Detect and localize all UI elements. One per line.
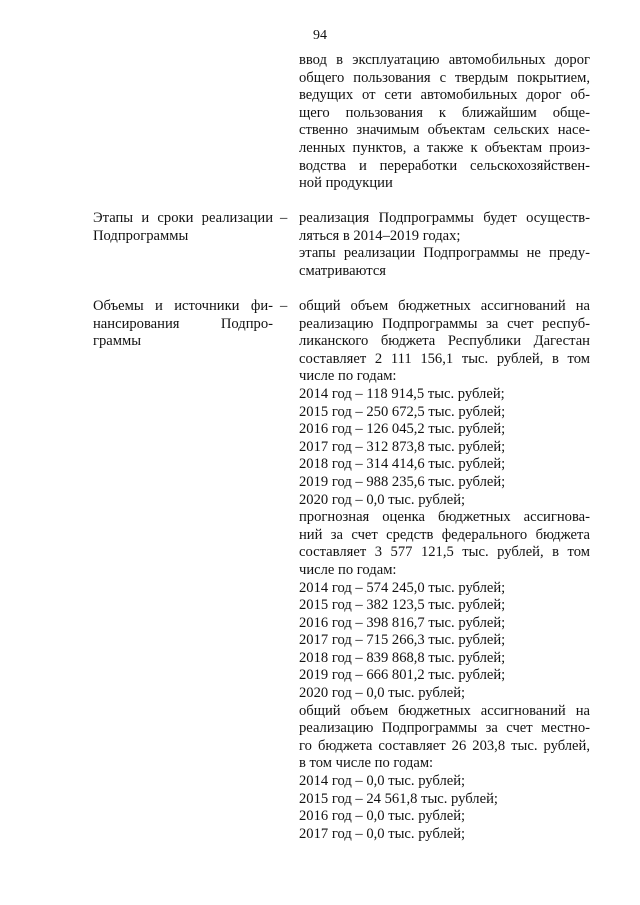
text-line: общего пользования с твердым покрытием, — [299, 69, 590, 86]
text-line: го бюджета составляет 26 203,8 тыс. рублей, — [299, 737, 590, 754]
text-line: ведущих от сети автомобильных дорог об- — [299, 87, 590, 104]
stages-text — [299, 210, 590, 280]
text-line: ной продукции — [299, 175, 393, 192]
text-line: водства и переработки сельскохозяйствен- — [299, 157, 590, 174]
text-line: 2015 год – 24 561,8 тыс. рублей; — [299, 790, 498, 807]
text-line: ственно значимым объектам сельских насе- — [299, 122, 590, 139]
text-line: общий объем бюджетных ассигнований на — [299, 702, 590, 719]
funding-label — [93, 298, 273, 351]
label-line: Этапы и сроки реализации — [93, 210, 273, 226]
stages-dash: – — [280, 210, 288, 226]
text-line: реализацию Подпрограммы за счет респуб- — [299, 315, 590, 332]
text-line: в том числе по годам: — [299, 755, 434, 772]
label-line: нансирования Подпро- — [93, 315, 273, 332]
text-line: 2017 год – 312 873,8 тыс. рублей; — [299, 438, 506, 455]
label-line: граммы — [93, 333, 142, 350]
text-line: 2016 год – 398 816,7 тыс. рублей; — [299, 614, 506, 631]
text-line: 2018 год – 314 414,6 тыс. рублей; — [299, 456, 506, 473]
text-line: числе по годам: — [299, 368, 397, 385]
text-line: ввод в эксплуатацию автомобильных дорог — [299, 52, 590, 68]
text-line: составляет 3 577 121,5 тыс. рублей, в том — [299, 544, 590, 561]
intro-paragraph — [299, 52, 590, 193]
text-line: сматриваются — [299, 262, 387, 279]
text-line: 2019 год – 666 801,2 тыс. рублей; — [299, 667, 506, 684]
stages-label — [93, 210, 273, 245]
text-line: ленных пунктов, а также к объектам произ- — [299, 139, 590, 156]
text-line: 2020 год – 0,0 тыс. рублей; — [299, 685, 466, 702]
text-line: 2016 год – 126 045,2 тыс. рублей; — [299, 421, 506, 438]
text-line: реализация Подпрограммы будет осуществ- — [299, 210, 590, 226]
text-line: ляться в 2014–2019 годах; — [299, 227, 461, 244]
text-line: ликанского бюджета Республики Дагестан — [299, 333, 590, 350]
text-line: 2015 год – 250 672,5 тыс. рублей; — [299, 403, 506, 420]
text-line: 2014 год – 0,0 тыс. рублей; — [299, 773, 466, 790]
page-number: 94 — [313, 28, 327, 43]
text-line: 2020 год – 0,0 тыс. рублей; — [299, 491, 466, 508]
text-line: 2015 год – 382 123,5 тыс. рублей; — [299, 597, 506, 614]
text-line: 2018 год – 839 868,8 тыс. рублей; — [299, 649, 506, 666]
funding-dash: – — [280, 298, 288, 314]
text-line: 2019 год – 988 235,6 тыс. рублей; — [299, 473, 506, 490]
text-line: составляет 2 111 156,1 тыс. рублей, в том — [299, 350, 590, 367]
text-line: прогнозная оценка бюджетных ассигнова- — [299, 509, 590, 526]
label-line: Подпрограммы — [93, 227, 189, 244]
funding-text — [299, 298, 590, 843]
text-line: этапы реализации Подпрограммы не преду- — [299, 245, 590, 262]
text-line: 2017 год – 0,0 тыс. рублей; — [299, 825, 466, 842]
text-line: 2017 год – 715 266,3 тыс. рублей; — [299, 632, 506, 649]
text-line: общий объем бюджетных ассигнований на — [299, 298, 590, 314]
text-line: щего пользования к ближайшим обще- — [299, 104, 590, 121]
text-line: 2014 год – 574 245,0 тыс. рублей; — [299, 579, 506, 596]
text-line: реализацию Подпрограммы за счет местно- — [299, 720, 590, 737]
text-line: 2014 год – 118 914,5 тыс. рублей; — [299, 385, 505, 402]
label-line: Объемы и источники фи- — [93, 298, 273, 314]
text-line: числе по годам: — [299, 561, 397, 578]
text-line: 2016 год – 0,0 тыс. рублей; — [299, 808, 466, 825]
text-line: ний за счет средств федерального бюджета — [299, 526, 590, 543]
